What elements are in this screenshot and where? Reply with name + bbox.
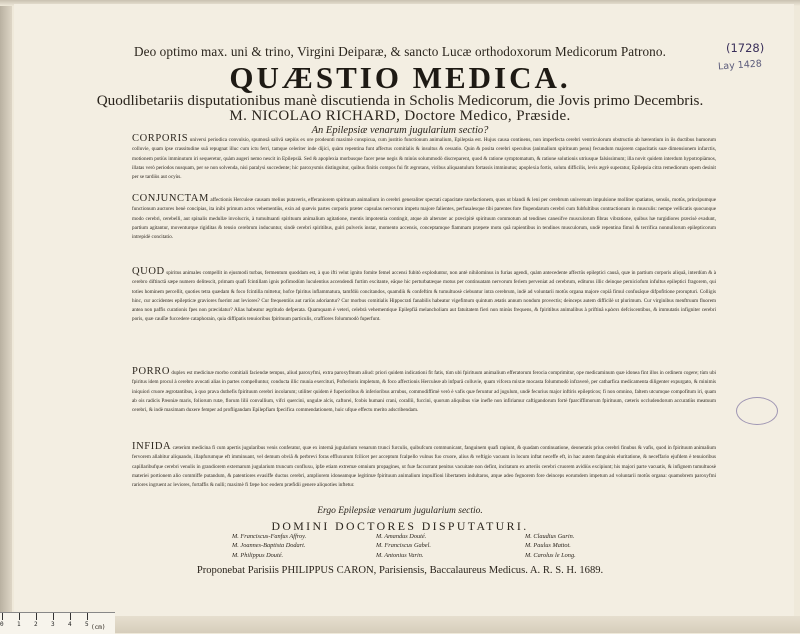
- paragraph-lead: INFIDA: [132, 441, 172, 452]
- paragraph-text: spiritus animales compellit in ejusmodi turbas, fermentum quoddam est, à quo ifti velut ignito fomite femel accensi fubitò exploduntur, non antè nihilominus in furias agendi, quàm antecedente affectûs epileptici causâ, quæ in partium corporis aliquâ, interdùm & à cerebro diftinctâ sæpe numero delitescit, primam quafi fcintillam ignis pofimodùm luculentius accendendi furtim excitante, eâque hic perturbatæque motus per continuatam nervorum feriem perveniat ad cerebrum, editurus illic deinque perniciofum infultus epileptici fragorem, qui toties hominem percellit, quoties tetra quædam & foco fcintilla mittetur, hofce fpiritus inflammatura, tamfdiù concitandos, quamdiù & confeftim & tumultuosè ciebuntur intra cerebrum, indè ad voluntarii motûs organa majore copiâ fimul confusâque difpofitione prorupturi. Colligis hinc, cur accidentes epilepticæ graviores fuerint aut leviores? Cur frequentiùs aut rariùs adoriantur? Cur morbus comitialis Hippocrati fanabilis habeatur vigefimum quintum ætatis annum nondum provectis; deinceps autem difficilè ut plurimum. Cur virginibus menftruum fluorem antea non paffis curationis fpes non præcidatur? Alias habeatur ægritudo defperata. Quamquam è veteri, celebrà vehementique Epilepfiâ melancholiam aut fatuitatem fieri non minùs frequens, & fpiritibus animalibus à priftinâ κράσει defciscentibus, & immutatis infigniter cerebri poris, quæ cauſſæ fuccedere cataphorain, quia diffipatis tenuioribus fpirituum particulis, craffiores folummodò fuperfunt.: [132, 270, 716, 323]
- conclusion-line: Ergo Epilepsiæ venarum jugularium sectio.: [317, 506, 483, 516]
- handwritten-year: (1728): [726, 41, 765, 55]
- ruler-tick: [87, 613, 88, 620]
- ruler-label: 4: [68, 621, 72, 628]
- ruler-label: 2: [34, 621, 38, 628]
- handwritten-shelfmark: Lay 1428: [717, 58, 763, 73]
- proponent-line: Proponebat Parisiis PHILIPPUS CARON, Parisiensis, Baccalaureus Medicus. A. R. S. H. 1689.: [196, 565, 604, 576]
- paragraph-1: [132, 134, 716, 182]
- president-line: M. NICOLAO RICHARD, Doctore Medico, Præside.: [229, 108, 571, 124]
- doctors-column-2: [376, 532, 431, 560]
- doctor-name: M. Claudius Gurin.: [525, 533, 575, 540]
- scan-bottom-shadow: [115, 616, 800, 633]
- ruler-tick: [36, 613, 37, 620]
- paragraph-lead: PORRO: [132, 366, 171, 377]
- doctor-name: M. Joannes-Baptista Dodart.: [232, 542, 306, 550]
- doctor-name: M. Franciscus Gabel.: [376, 542, 431, 550]
- ruler-tick: [70, 613, 71, 620]
- page-title: QUÆSTIO MEDICA.: [229, 60, 571, 95]
- doctor-name: M. Antonius Varin.: [376, 551, 424, 559]
- doctor-name: M. Carolus le Long.: [525, 551, 576, 559]
- paragraph-2: [132, 194, 716, 242]
- ruler-label: 0: [0, 621, 4, 628]
- ruler-label: 3: [51, 621, 55, 628]
- subtitle: Quodlibetariis disputationibus manè discutienda in Scholis Medicorum, die Jovis primo Decembris.: [96, 92, 704, 109]
- ruler-tick: [2, 613, 3, 620]
- ruler-label: 1: [17, 621, 21, 628]
- doctors-column-3: [525, 532, 576, 560]
- paragraph-text: affectionis Herculeæ causam melius putaveris, efferaniorem spirituum animalium in cerebri generaliter spectati capacitate rarefactionem, quos ut blandi & leni per cerebrum universum impulsione molliter spatiatos, sensûs, motûs, principumque functionum auctores benè concipias, ita inibi primum actos vehementiùs, exin ad quævis partes corporis præter capsulas nervorum impetu majore falientes, perfusalesque tibi parentes fore flupendarum cerebri cum fubfultibus contractionum in musculis: nempe vellicatis quocunque modo cerebri, cerebelli, aut spinalis medullæ involucris, à tumultuanti spirituum animalium agitatione, mentis impotentia contingit, atque ab alteruter ac præcipitè spirituum commotum ad tendines canesifve musculorum fibras vibratione, quibus hæ turgidiores præcisè evadunt, partium agitantur, moventurque rigiditas & tensio cerebrum inducuntur, sindè cerebri spiritibus, guiri pulveris instar, momento accensis, conceptamque flammam præpete motu quâ rapientibus in tendines musculorum, undè repentina fimul & terrifica nonnullorum epilepticorum intrepidè concitatio.: [132, 197, 716, 241]
- paragraph-3: [132, 267, 716, 325]
- question-line: An Epilepsiæ venarum jugularium sectio?: [311, 125, 489, 136]
- ruler-tick: [19, 613, 20, 620]
- disputants-heading: DOMINI DOCTORES DISPUTATURI.: [271, 519, 529, 533]
- ruler-unit: (cm): [91, 624, 106, 631]
- doctor-name: M. Philippus Douté.: [232, 551, 284, 559]
- paragraph-text: universi periodica convulsio, spumosâ salivâ sæpiùs ex ore prodeunti maximè conspicua, cum justitio functionum animalium, Epilepsia est. Hujus causa continens, non imperfecta cerebri ventriculorum obstructio ab hærentium in iis ductibus humorum colluvie, quam ipse crassitudine suâ repugnat illuc cum ictu ferri, tamque celeriter inde dijici, quàm repentina funt affectus comitialis & insultus & cessatio. Quin & posita cerebri specubus (animalium spirituum penu) fecundum majorem capacitatis suæ dimensionem infarctis, motionem potiùs imminutum iri sequeretur, quàm augeri nemo nescit in Epilepsiâ. Sed & apoplexia morbusque facer pene negis & minùs solummodò discreparent, quod & ratione symptomatum, & ratione solutionis utriusque falsissimum; illa novit quidem interdum hypotropiàmos, illatas verò periodos nusquam, per se non solvenda, nisi paralysi succedente; hic paroxysmis distinguitur, quibus finitis compos fui fit ægrotans, viribus aliquantulum fortassis imminutus; apoplexia fortis, solutu difficilis, levis ægrè superatur, Epilepsia citra remediorum opem desinit per se tardiùs aut ocyùs.: [132, 137, 716, 181]
- ruler-label: 5: [85, 621, 89, 628]
- paragraph-text: cæterùm medicina fi cum apertis jugularibus venis conferatur, quæ ex internâ jugularium venarum trunci furculis, quibufcum communicant, fanguinem quafi rapiunt, & quadam continuatione, deoneratis prius cerebri finubus & vafis, quod in fpirituum animalium fervorem allabitur aliquando, illapfurumque eft imminuant, vel demum obviâ & perbrevi foras effluxurum fcilicet per acceptum fcalpello vulnus fuo cruore, alius & veftigio vacuum in locum inftat neceffe eft, in hac autem fanguinis eluritatione, & neceffario ejufdem è tenuioribus capillaribufque cerebri venulis in grandiorem externarum jugularium truncum confluxu, ipfæ etiam extremæ omnium propagines, ut fuæ faccurrant penitus vacuitate non defint, incitatum ex arteriis cerebri cruorem avidiùs excipiunt; his majori parte vacuatis, & infignem tumultuosè materiei portionem alio commiffe putandum, & patentiores evasiffe ductus cerebri, ampliorem idoneamque legitimæ fpirituum animalium impulfioni libertatem indultaros, atque adeo fegnorem fore deinceps eorumdem impetum ad voluntarii motûs organa: quamobrem paroxyfmi rariores ingruent ac leviores, fortaffis & nulli; maximè fi fæpe hoc eodem præfidii genere aliquoties inftetur.: [132, 445, 716, 489]
- dedication-line: Deo optimo max. uni & trino, Virgini Deiparæ, & sancto Lucæ orthodoxorum Medicorum Patrono.: [134, 44, 666, 59]
- paragraph-lead: CORPORIS: [132, 133, 189, 144]
- doctors-column-1: [232, 532, 306, 560]
- scale-ruler: [0, 612, 115, 634]
- doctor-name: M. Paulus Mattot.: [525, 542, 571, 550]
- ruler-tick: [53, 613, 54, 620]
- doctor-name: M. Franciscus-Fanfus Affroy.: [232, 533, 307, 540]
- doctor-name: M. Amandus Douté.: [376, 533, 427, 540]
- paragraph-4: [132, 367, 716, 415]
- paragraph-lead: QUOD: [132, 266, 165, 277]
- paragraph-lead: CONJUNCTAM: [132, 193, 209, 204]
- paragraph-5: [132, 442, 716, 490]
- paragraph-text: duplex est medicinæ morbo comitiali faciendæ tempus, aliud paroxyfmi, extra paroxyfmum aliud: priori quidem indicationi fit fatis, tùm ubi fpirituum animalium efferatorum ferocia comprimitur, ope medicaminum quæ idonea fint illos in ordinem cogere; tùm ubi fpiritus idem procul à cerebro avocati alias in partes compelluntur, conducta illic munia exercituri, Pofterioris impletum, & foco affectionis Herculeæ ab infpurâ colluvie, quam vifcera mixtæ mocasta folummodò infraverè, per catharfica medicamenta diligenter expurgato, & minimis iniquiori cruore ægrotantibus, à quo prava duthefis fpirituum cerebri incolarum; utiliter quidem è fuperioribus & inferioribus arrubus, commodiffimè verò è vafis quæ feruntur ad jugulum, undè fecurius major inftiris epilepticos; fi non omnino, faltem utcumque compofitum iri, quam ab ois radicis Pæoniæ maris, foliorum rutæ, florum lilii convallium, vifci quercini, ungulæ alcis, caftorei, fcobis humani crani, corallii, fuccini, quorum aliquibus viæ inefle non infiriamur caftigandorum fortè fparciffimorum fpirituum, cæteris occludendorum accuratiùs meatuum cerebri, & indè maximam duxere femper ad profligandam Epilepfiam fpecifica commendationem, huic ufque effectu merito adscribendam.: [132, 370, 716, 414]
- library-stamp: [736, 397, 778, 425]
